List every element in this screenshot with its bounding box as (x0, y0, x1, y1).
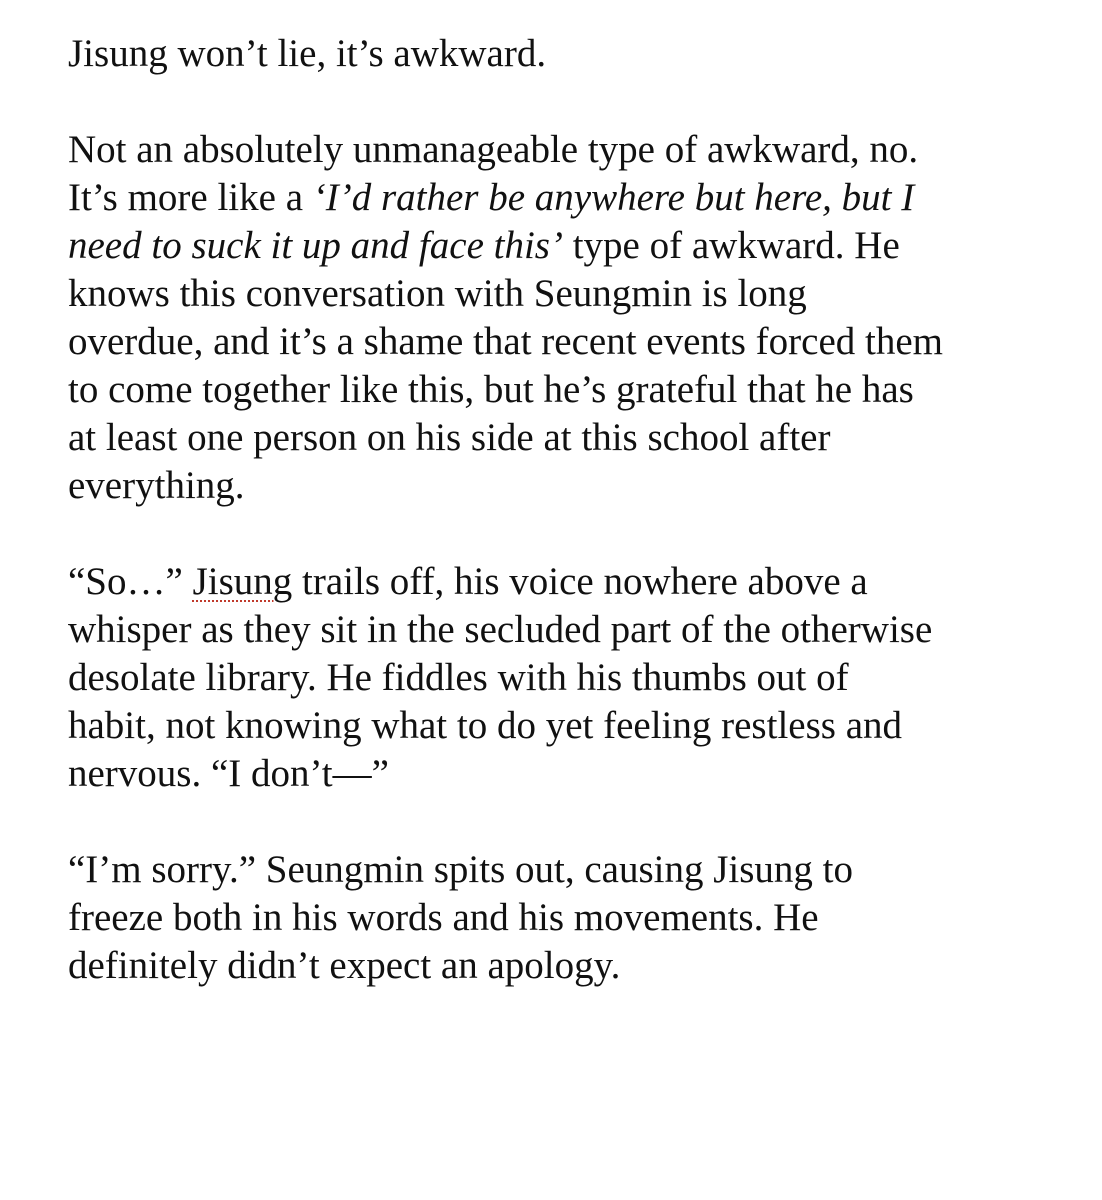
text-line (68, 222, 1068, 270)
text-line: overdue, and it’s a shame that recent events forced them (68, 320, 943, 363)
paragraph-3 (68, 558, 1068, 798)
text-span: It’s more like a (68, 176, 313, 219)
italic-quote: ‘I’d rather be anywhere but here, but I (312, 176, 915, 219)
paragraph-gap (68, 510, 1068, 558)
text-line: nervous. “I don’t—” (68, 752, 389, 795)
text-line (68, 174, 1068, 222)
text-span: trails off, his voice nowhere above a (292, 560, 868, 603)
text-line: whisper as they sit in the secluded part of the otherwise (68, 608, 933, 651)
paragraph-4 (68, 846, 1068, 990)
text-line: Jisung won’t lie, it’s awkward. (68, 32, 547, 75)
text-line: knows this conversation with Seungmin is long (68, 272, 807, 315)
paragraph-gap (68, 798, 1068, 846)
paragraph-2 (68, 126, 1068, 510)
spellcheck-word[interactable]: Jisung (192, 560, 293, 603)
text-line (68, 558, 1068, 606)
text-span: “So…” (68, 560, 193, 603)
text-line: to come together like this, but he’s grateful that he has (68, 368, 914, 411)
paragraph-gap (68, 78, 1068, 126)
text-line: at least one person on his side at this school after (68, 416, 831, 459)
italic-quote: need to suck it up and face this’ (68, 224, 563, 267)
text-line: everything. (68, 464, 245, 507)
text-line: freeze both in his words and his movements. He (68, 896, 819, 939)
text-line: “I’m sorry.” Seungmin spits out, causing Jisung to (68, 848, 853, 891)
text-line: desolate library. He fiddles with his thumbs out of (68, 656, 849, 699)
text-line: Not an absolutely unmanageable type of awkward, no. (68, 128, 919, 171)
paragraph-1 (68, 30, 1068, 78)
text-span: type of awkward. He (562, 224, 900, 267)
text-line: habit, not knowing what to do yet feeling restless and (68, 704, 903, 747)
text-line: definitely didn’t expect an apology. (68, 944, 621, 987)
document-body (68, 30, 1068, 990)
